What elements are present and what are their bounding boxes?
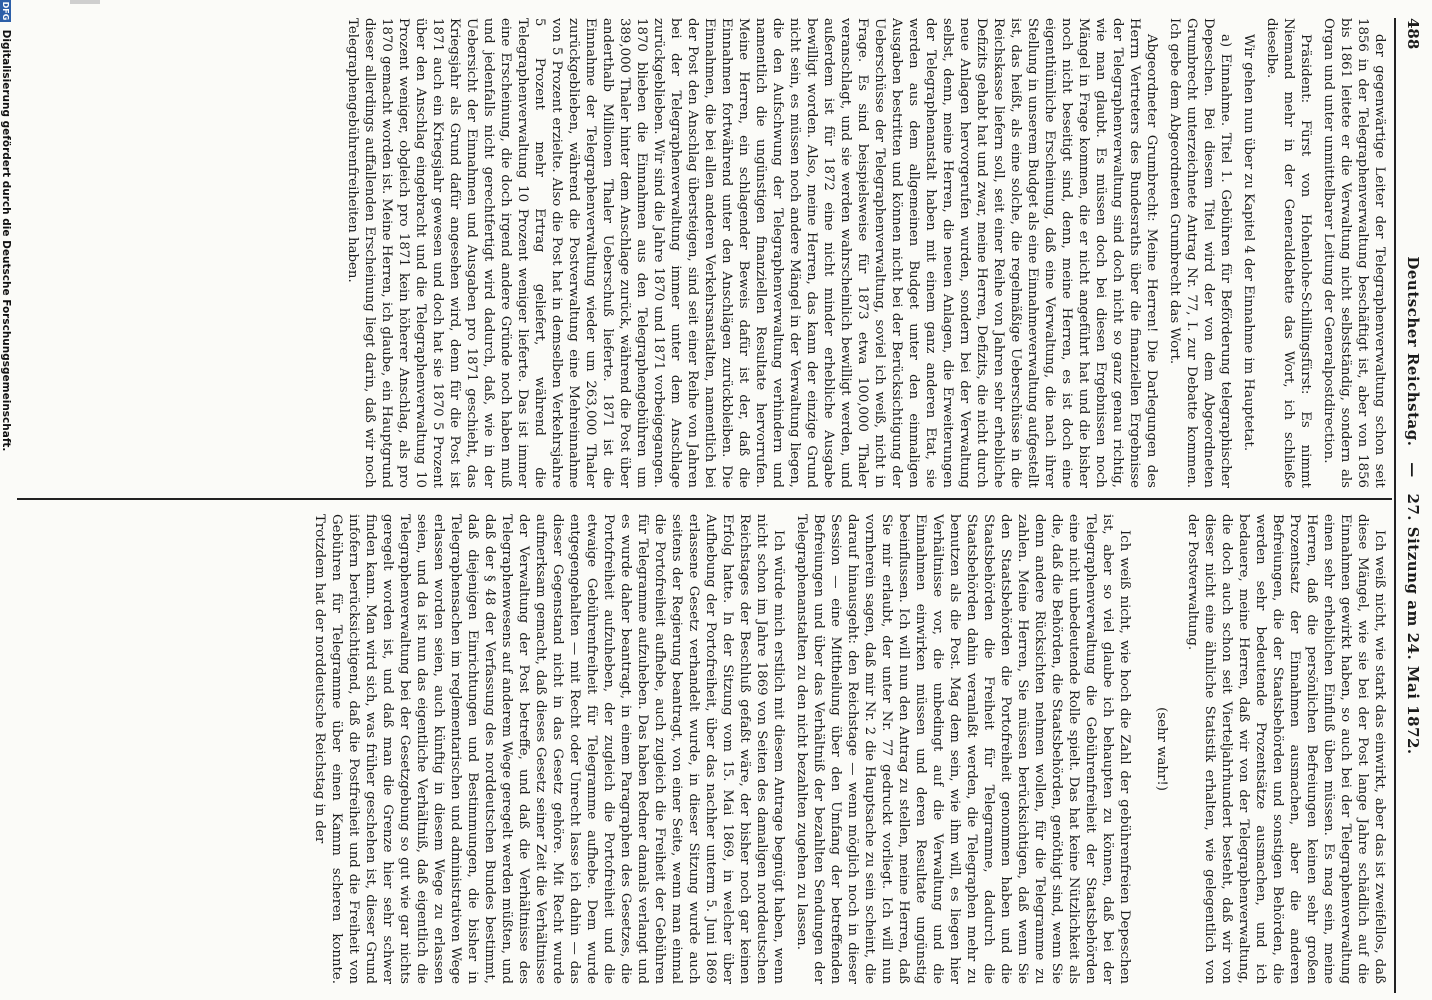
page-header	[1398, 18, 1424, 993]
paragraph: Präsident: Fürst von Hohenlohe-Schillingsfürst: Es nimmt Niemand mehr in der Generaldebatte das Wort, ich schließe dieselbe.	[1264, 18, 1313, 488]
page-number: 488	[1404, 18, 1422, 50]
paragraph: Ich weiß nicht, wie hoch die Zahl der gebührenfreien Depeschen ist, aber so viel glaube ich behaupten zu können, daß bei der Telegraphenverwaltung die Gebührenfreiheit der Staatsbehörden eine nicht unbedeutende Rolle spielt. Das hat keine Nützlichkeit als die, daß die Behörden, die Staatsbehörden, genöthigt sind, wenn Sie denn andere Rücksichten nehmen wollen, für die Telegramme zu zahlen. Meine Herren, Sie müssen berücksichtigen, daß wenn Sie den Staatsbehörden die Portofreiheit genommen haben und die Staatsbehörden die Freiheit für Telegramme, dadurch die Staatsbehörden dahin veranlaßt werden, die Telegraphen mehr zu benutzen als die Post. Mag dem sein, wie ihm will, es liegen hier Verhältnisse vor, die unbedingt auf die Verwaltung und die Einnahmen einwirken müssen und deren Resultate ungünstig beeinflussen. Ich will nun den Antrag zu stellen, meine Herren, daß Sie mir erlaubt, der unter Nr. 77 gedruckt vorliegt. Ich will nun vornherein sagen, daß mir Nr. 2 die Hauptsache zu sein scheint, die darauf hinausgeht: den Reichstage — wenn möglich noch in dieser Session — eine Mittheilung über den Umfang der betreffenden Befreiungen und über das Verhältniß der bezahlten Sendungen der Telegraphenanstalten zu den nicht bezahlten zugehen zu lassen.	[794, 514, 1132, 984]
paragraph: Ich würde mich erstlich mit diesem Antrage begnügt haben, wenn nicht schon im Jahre 1869 von Seiten des damaligen norddeutschen Reichstages der Beschluß gefaßt wäre, der bisher noch gar keinen Erfolg hatte. In der Sitzung vom 15. Mai 1869, in welcher über Aufhebung der Portofreiheit, über das nachher unterm 5. Juni 1869 erlassene Gesetz verhandelt wurde, in dieser Sitzung wurde auch seitens der Regierung beantragt, von einer Seite, wenn man einmal die Portofreiheit aufhebe, auch zugleich die Freiheit der Gebühren für Telegramme aufzuheben. Das haben Redner damals verlangt und es wurde daher beantragt, in einem Paragraphen des Gesetzes, die Portofreiheit aufzuheben, der zugleich die Portofreiheit und die etwaige Gebührenfreiheit für Telegramme aufhebe. Dem wurde entgegengehalten — mit Recht oder Unrecht lasse ich dahin — das dieser Gegenstand nicht in das Gesetz gehöre. Mit Recht wurde aufmerksam gemacht, daß dieses Gesetz seiner Zeit die Verhältnisse der Verwaltung der Post betreffe, und daß die Verhältnisse des Telegraphenwesens auf anderem Wege geregelt werden müßten, und daß der § 48 der Verfassung des norddeutschen Bundes bestimmt, daß diejenigen Einrichtungen und Bestimmungen, die bisher in Telegraphensachen im reglementarischen und administrativen Wege erlassen worden seien, auch künftig in diesem Wege zu erlassen seien, und da ist nun das eigentliche Verhältniß, daß eigentlich die Telegraphenverwaltung bei der Gesetzgebung so gut wie gar nichts geregelt worden ist, und daß man die Grenze hier sehr schwer finden kann. Man wird sich, was früher geschehen ist, dieser Grund infofern berücksichtigend, daß die Postfreiheit und die Freiheit von Gebühren für Telegramme über einen Kamm scheren konnte. Trotzdem hat der norddeutsche Reichstag in der	[312, 514, 786, 984]
header-rule	[1394, 18, 1396, 993]
running-title	[1404, 18, 1422, 993]
paragraph: Ich weiß nicht, wie stark das einwirkt, aber das ist zweifellos, daß diese Mängel, wie sie bei der Post lange Jahre schädlich auf die Einnahmen gewirkt haben, so auch bei der Telegraphenverwaltung einen sehr erheblichen Einfluß üben müssen. Es mag sein, meine Herren, daß die persönlichen Befreiungen keinen sehr großen Prozentsatz der Einnahmen ausmachen, aber die anderen Befreiungen, die der Staatsbehörden und sonstigen Behörden, die werden sehr bedeutende Prozentsätze ausmachen, und ich bedauere, meine Herren, daß wir von der Telegraphenverwaltung, die doch auch schon seit Vierteljahrhundert besteht, daß wir von dieser nicht eine ähnliche Statistik erhalten, wie gelegentlich von der Postverwaltung.	[1185, 514, 1387, 984]
paragraph-gap	[1133, 514, 1139, 984]
paragraph-gap	[1257, 18, 1263, 488]
text-column-right	[23, 514, 1388, 984]
paragraph: Wir gehen nun über zu Kapitel 4 der Einnahme im Hauptetat.	[1241, 34, 1256, 452]
dfg-logo: DFG	[1, 1, 11, 21]
title-separator: —	[1404, 462, 1422, 478]
session-date: 27. Sitzung am 24. Mai 1872.	[1404, 493, 1422, 755]
paragraph: Abgeordneter Grumbrecht: Meine Herren! Die Darlegungen des Herrn Vertreters des Bundesraths über die finanziellen Ergebnisse der Telegraphenverwaltung sind doch nicht so ganz genau richtig, wie man glaubt. Es müssen doch bei diesen Ergebnissen noch Mängel in Frage kommen, die er nicht angeführt hat und die bisher noch nicht beseitigt sind, denn, meine Herren, es ist doch eine eigenthümliche Erscheinung, daß eine Verwaltung, die nach ihrer Stellung in unserem Budget als eine Einnahmeverwaltung aufgestellt ist, das heißt, als eine solche, die regelmäßige Ueberschüsse in die Reichskasse liefern soll, seit einer Reihe von Jahren sehr erhebliche Defizits gehabt hat und zwar, meine Herren, Defizits, die nicht durch neue Anlagen hervorgerufen wurden, sondern bei der Verwaltung selbst, denn, meine Herren, die neuen Anlagen, die Erweiterungen der Telegraphenanstalt haben mit einem ganz anderen Etat, sie werden aus dem allgemeinen Budget unter den einmaligen Ausgaben bestritten und können nicht bei der Berücksichtigung der Ueberschüsse der Telegraphenverwaltung, soviel ich weiß, nicht in Frage. Es sind beispielsweise für 1873 etwa 100,000 Thaler veranschlagt, und sie werden wahrscheinlich bewilligt werden, und außerdem ist für 1872 eine nicht minder erhebliche Ausgabe bewilligt worden. Also, meine Herren, das kann der einzige Grund nicht sein, es müssen noch andere Mängel in der Verwaltung liegen, die den Aufschwung der Telegraphenverwaltung verhindern und namentlich die ungünstigen finanziellen Resultate hervorrufen. Meine Herren, ein schlagender Beweis dafür ist der, daß die Einnahmen fortwährend unter den Anschlägen zurückbleiben. Die Einnahmen, die bei allen anderen Verkehrsanstalten, namentlich bei der Post den Anschlag übersteigen, sind seit einer Reihe von Jahren bei der Telegraphenverwaltung immer unter dem Anschlage zurückgeblieben. Wir sind die Jahre 1870 und 1871 vorbeigegangen. 1870 blieben die Einnahmen aus den Telegraphengebühren um 389,000 Thaler hinter dem Anschlage zurück, während die Post über anderthalb Millionen Thaler Ueberschuß lieferte. 1871 ist die Einnahme der Telegraphenverwaltung wieder um 263,000 Thaler zurückgeblieben, während die Postverwaltung eine Mehreinnahme von 5 Prozent erzielte. Also die Post hat in demselben Verkehrsjahre 5 Prozent mehr Ertrag geliefert, während die Telegraphenverwaltung 10 Prozent weniger lieferte. Das ist immer eine Erscheinung, die doch irgend andere Gründe noch haben muß und jedenfalls nicht gerechtfertigt wird dadurch, daß, wie in der Uebersicht der Einnahmen und Ausgaben pro 1871 geschieht, das Kriegsjahr als Grund dafür angesehen wird, denn für die Post ist 1871 auch ein Kriegsjahr gewesen und doch hat sie 1870 5 Prozent über den Anschlag eingebracht und die Telegraphenverwaltung 10 Prozent weniger, obgleich pro 1871 kein höherer Anschlag, als pro 1870 gemacht worden ist. Meine Herren, ich glaube, ein Hauptgrund dieser allerdings auffallenden Erscheinung liegt darin, daß wir noch Telegraphengebührenfreiheiten haben.	[345, 18, 1159, 488]
digitization-note: Digitalisierung gefördert durch die Deutsche Forschungsgemeinschaft.	[0, 29, 12, 452]
digitization-footer	[0, 0, 12, 1000]
publication-name: Deutscher Reichstag.	[1404, 256, 1422, 447]
interjection: (sehr wahr!)	[1154, 707, 1169, 791]
text-column-left	[23, 18, 1388, 488]
column-divider	[17, 498, 1392, 500]
paragraph: der gegenwärtige Leiter der Telegraphenverwaltung schon seit 1856 in der Telegraphenverwaltung beschäftigt ist, aber von 1856 bis 1861 leitete er die Verwaltung nicht selbstständig, sondern als Organ und unter unmittelbarer Leitung der Generalpostdirection.	[1321, 18, 1387, 488]
paragraph: a) Einnahme. Titel 1. Gebühren für Beförderung telegraphischer Depeschen. Bei diesem Titel wird der von dem Abgeordneten Grumbrecht unterzeichnete Antrag Nr. 77, I. zur Debatte kommen. Ich gebe dem Abgeordneten Grumbrecht das Wort.	[1167, 18, 1233, 488]
